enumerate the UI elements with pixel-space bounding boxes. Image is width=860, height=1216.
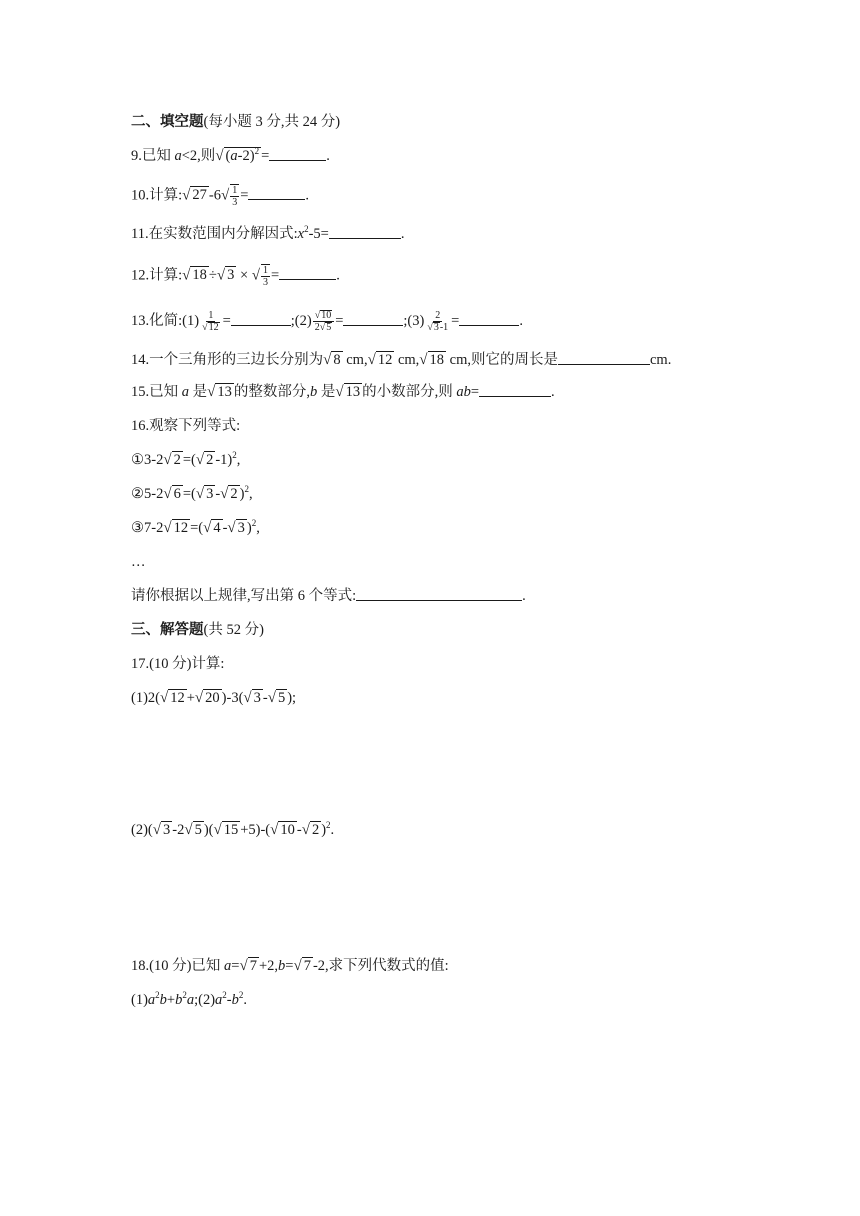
sqrt-sign: √ bbox=[243, 690, 252, 706]
q18-var-b3: b bbox=[231, 992, 239, 1008]
sqrt-sign: √ bbox=[160, 690, 169, 706]
q18-minus: - bbox=[226, 992, 232, 1008]
q13-equals-1: = bbox=[222, 312, 231, 329]
q16-equation-1 bbox=[131, 450, 240, 470]
q18-radicand-1: 7 bbox=[249, 958, 257, 974]
q14-text: 14.一个三角形的三边长分别为 bbox=[131, 352, 324, 368]
section-3-title: 三、解答题 bbox=[131, 622, 204, 638]
q12-text: 12.计算: bbox=[131, 267, 183, 284]
q17-p1-radicand-4: 5 bbox=[277, 690, 286, 706]
q17-p2-radicand-4: 10 bbox=[280, 822, 295, 838]
q13-f1-denominator: √12 bbox=[202, 322, 219, 333]
q16-e2-radicand-3: 2 bbox=[230, 486, 238, 502]
sqrt-sign: √ bbox=[267, 690, 276, 706]
q16-e3-end: , bbox=[256, 520, 260, 536]
q15-period: . bbox=[551, 384, 555, 400]
q16-ellipsis: … bbox=[131, 554, 146, 570]
sqrt-sign: √ bbox=[152, 822, 161, 838]
q18-exp-1: 2 bbox=[155, 990, 160, 1001]
question-15 bbox=[131, 382, 555, 402]
q13-f2-denominator: 2√5 bbox=[314, 322, 332, 333]
q18-radicand-2: 7 bbox=[303, 958, 311, 974]
q9-answer-blank[interactable] bbox=[269, 146, 326, 161]
q13-equals-3: = bbox=[451, 312, 460, 329]
q15-var-a: a bbox=[181, 384, 189, 400]
sqrt-sign: √ bbox=[182, 187, 191, 204]
q14-answer-blank[interactable] bbox=[558, 350, 650, 365]
q16-equation-3 bbox=[131, 518, 260, 538]
q16-e3-mid: =( bbox=[190, 520, 204, 536]
q17-p2-exponent: 2 bbox=[326, 820, 331, 831]
q16-e1-radicand-1: 2 bbox=[173, 452, 181, 468]
q14-unit-1: cm, bbox=[342, 352, 368, 368]
section-2-title: 二、填空题 bbox=[131, 114, 204, 130]
q17-p2-m3: +5)-( bbox=[240, 822, 271, 838]
q15-text-4: 是 bbox=[317, 384, 336, 400]
q14-radicand-2: 12 bbox=[377, 352, 393, 368]
q18-var-a2: a bbox=[186, 992, 195, 1008]
q18-exp-3: 2 bbox=[222, 990, 227, 1001]
question-18 bbox=[131, 956, 449, 976]
question-11 bbox=[131, 224, 404, 244]
q17-p1-lead: (1)2( bbox=[131, 690, 160, 706]
q18-parts bbox=[131, 990, 247, 1010]
q14-text-2: cm,则它的周长是 bbox=[446, 352, 558, 368]
sqrt-sign: √ bbox=[220, 187, 230, 204]
q9-text: 9.已知 bbox=[131, 148, 175, 164]
sqrt-sign: √ bbox=[203, 520, 212, 536]
q17-p1-end: ); bbox=[287, 690, 297, 706]
sqrt-sign: √ bbox=[195, 486, 205, 502]
q11-answer-blank[interactable] bbox=[329, 224, 401, 239]
q18-var-a3: a bbox=[215, 992, 223, 1008]
q18-text-2: +2, bbox=[258, 958, 279, 974]
q10-equals: = bbox=[240, 187, 249, 204]
q15-radicand-1: 13 bbox=[217, 384, 232, 400]
q18-l2-lead: (1) bbox=[131, 992, 148, 1008]
q12-equals: = bbox=[271, 267, 280, 284]
q13-part-3-label: ;(3) bbox=[403, 312, 425, 329]
q15-var-ab: ab bbox=[456, 384, 471, 400]
q9-period: . bbox=[326, 148, 330, 164]
q10-minus-6: -6 bbox=[208, 187, 221, 204]
q15-text: 15.已知 bbox=[131, 384, 182, 400]
q13-answer-blank-1[interactable] bbox=[231, 311, 291, 326]
q18-mid: ;(2) bbox=[194, 992, 216, 1008]
sqrt-sign: √ bbox=[323, 352, 332, 368]
q17-part-2 bbox=[131, 820, 334, 840]
q9-radicand-rest: -2) bbox=[237, 148, 255, 164]
question-17: 17.(10 分)计算: bbox=[131, 656, 225, 672]
q17-p1-radicand-2: 20 bbox=[205, 690, 220, 706]
q12-numerator: 1 bbox=[263, 265, 269, 276]
q14-radicand-3: 18 bbox=[429, 352, 445, 368]
q16-e3-rest: ) bbox=[246, 520, 252, 536]
q15-var-b: b bbox=[309, 384, 318, 400]
q16-period: . bbox=[522, 588, 526, 604]
sqrt-sign: √ bbox=[163, 452, 172, 468]
q12-times: × bbox=[236, 267, 252, 284]
sqrt-sign: √ bbox=[163, 520, 172, 536]
q9-var-a: a bbox=[174, 148, 182, 164]
q17-p1-plus: + bbox=[186, 690, 195, 706]
q9-radicand: $(a-2)^2$ bbox=[225, 146, 260, 164]
q13-f3-denominator: √3-1 bbox=[427, 322, 449, 333]
question-9 bbox=[131, 146, 330, 166]
q17-p1-minus: - bbox=[262, 690, 268, 706]
sqrt-sign: √ bbox=[419, 352, 428, 368]
q13-f1-numerator: 1 bbox=[208, 310, 214, 321]
q11-text: 11.在实数范围内分解因式: bbox=[131, 226, 298, 242]
q12-fraction bbox=[261, 264, 270, 288]
q18-period: . bbox=[243, 992, 248, 1008]
q18-var-b: b bbox=[278, 958, 286, 974]
q17-p2-radicand-3: 15 bbox=[223, 822, 239, 838]
sqrt-sign: √ bbox=[207, 384, 216, 400]
sqrt-sign: √ bbox=[213, 822, 222, 838]
q17-p1-radicand-3: 3 bbox=[253, 690, 261, 706]
sqrt-sign: √ bbox=[227, 520, 236, 536]
sqrt-sign: √ bbox=[163, 486, 172, 502]
q13-f3-den-rest: -1 bbox=[439, 322, 449, 333]
q14-unit-end: cm. bbox=[649, 352, 672, 368]
q17-p2-lead: (2)( bbox=[131, 822, 153, 838]
q15-answer-blank[interactable] bbox=[479, 382, 551, 397]
q12-answer-blank[interactable] bbox=[279, 265, 336, 280]
q13-fraction-3 bbox=[425, 310, 450, 333]
q9-equals: = bbox=[261, 148, 270, 164]
sqrt-sign: √ bbox=[270, 822, 279, 838]
question-10 bbox=[131, 184, 309, 208]
q15-equals: = bbox=[470, 384, 480, 400]
q16-e3-exponent: 2 bbox=[251, 518, 257, 529]
sqrt-sign: √ bbox=[367, 352, 376, 368]
q18-exp-2: 2 bbox=[182, 990, 187, 1001]
question-12 bbox=[131, 264, 340, 288]
question-16 bbox=[131, 416, 240, 436]
q17-p2-radicand-5: 2 bbox=[311, 822, 320, 838]
q16-e2-end: , bbox=[248, 486, 253, 502]
q16-e2-exponent: 2 bbox=[244, 484, 249, 495]
q9-radicand-a: a bbox=[230, 148, 238, 164]
q17-p2-m1: -2 bbox=[172, 822, 185, 838]
q13-period: . bbox=[519, 312, 523, 329]
q17-p1-radicand-1: 12 bbox=[170, 690, 185, 706]
q10-period: . bbox=[305, 187, 310, 204]
q18-var-b2: b bbox=[175, 992, 183, 1008]
sqrt-sign: √ bbox=[182, 267, 191, 284]
q10-denominator: 3 bbox=[232, 197, 238, 208]
q11-var-x: x bbox=[297, 226, 305, 242]
q16-text: 16.观察下列等式: bbox=[131, 418, 241, 434]
sqrt-sign: √ bbox=[220, 486, 229, 502]
q10-numerator: 1 bbox=[232, 185, 238, 196]
q9-text-2: <2,则 bbox=[181, 148, 216, 164]
q11-exponent: 2 bbox=[304, 224, 309, 235]
q16-e2-lead: ②5-2 bbox=[131, 486, 164, 502]
q18-var-a1: a bbox=[147, 992, 156, 1008]
q16-e3-radicand-1: 12 bbox=[173, 520, 189, 536]
sqrt-sign: √ bbox=[239, 958, 248, 974]
q15-text-2: 是 bbox=[189, 384, 208, 400]
q17-p2-m2: )( bbox=[203, 822, 214, 838]
q10-radicand: 27 bbox=[192, 187, 207, 204]
q18-text-3: -2,求下列代数式的值: bbox=[312, 958, 449, 974]
sqrt-sign: √ bbox=[251, 267, 261, 284]
question-13 bbox=[131, 310, 523, 333]
q18-equals-1: = bbox=[231, 958, 240, 974]
q9-exponent: 2 bbox=[254, 146, 260, 157]
q16-e3-radicand-2: 4 bbox=[213, 520, 221, 536]
q17-part-1 bbox=[131, 688, 296, 708]
sqrt-sign: √ bbox=[184, 822, 193, 838]
q16-e1-radicand-2: 2 bbox=[206, 452, 214, 468]
q13-part-2-label: ;(2) bbox=[290, 312, 312, 329]
q16-equation-2 bbox=[131, 484, 253, 504]
q16-e2-radicand-1: 6 bbox=[173, 486, 181, 502]
q15-radicand-2: 13 bbox=[345, 384, 361, 400]
q18-exp-4: 2 bbox=[238, 990, 244, 1001]
q16-e3-radicand-3: 3 bbox=[237, 520, 245, 536]
q18-equals-2: = bbox=[285, 958, 294, 974]
q16-e2-radicand-2: 3 bbox=[206, 486, 214, 502]
q16-e1-lead: ①3-2 bbox=[131, 452, 164, 468]
q16-e1-end: , bbox=[236, 452, 241, 468]
q10-text: 10.计算: bbox=[131, 187, 183, 204]
sqrt-sign: √ bbox=[216, 267, 226, 284]
section-2-note: (每小题 3 分,共 24 分) bbox=[203, 114, 341, 130]
q13-f1-radicand: 12 bbox=[208, 322, 219, 333]
q12-radicand-1: 18 bbox=[192, 267, 207, 284]
q13-f3-numerator: 2 bbox=[435, 310, 441, 321]
section-3-note: (共 52 分) bbox=[203, 622, 264, 638]
q13-text: 13.化简:(1) bbox=[131, 312, 200, 329]
q16-ask-text: 请你根据以上规律,写出第 6 个等式: bbox=[131, 588, 357, 604]
q13-answer-blank-3[interactable] bbox=[459, 311, 519, 326]
q16-e1-rest: -1) bbox=[215, 452, 233, 468]
q16-e3-minus: - bbox=[222, 520, 228, 536]
q16-e1-exponent: 2 bbox=[232, 450, 237, 461]
q16-answer-blank[interactable] bbox=[356, 586, 522, 601]
sqrt-sign: √ bbox=[195, 452, 205, 468]
q13-f2-radicand: 10 bbox=[321, 310, 332, 321]
q16-e1-mid: =( bbox=[182, 452, 196, 468]
q11-period: . bbox=[400, 226, 405, 242]
q11-text-2: -5= bbox=[308, 226, 329, 242]
q16-e3-lead: ③7-2 bbox=[131, 520, 164, 536]
q13-f3-radicand: 3 bbox=[433, 322, 439, 333]
sqrt-sign: √ bbox=[215, 148, 224, 164]
q16-e2-minus: - bbox=[215, 486, 221, 502]
q17-p2-period: . bbox=[330, 822, 335, 838]
q18-plus: + bbox=[166, 992, 176, 1008]
q13-f2-den-radicand: 5 bbox=[326, 322, 332, 333]
q16-e2-rest: ) bbox=[239, 486, 245, 502]
q18-text: 18.(10 分)已知 bbox=[131, 958, 225, 974]
q17-p2-radicand-2: 5 bbox=[194, 822, 202, 838]
q13-f2-numerator: √10 bbox=[313, 310, 335, 322]
q16-e2-mid: =( bbox=[182, 486, 196, 502]
q13-equals-2: = bbox=[335, 312, 344, 329]
q17-p2-m4: - bbox=[296, 822, 302, 838]
q16-ask bbox=[131, 586, 526, 606]
q10-fraction bbox=[230, 184, 239, 208]
q17-p2-end: ) bbox=[321, 822, 327, 838]
sqrt-sign: √ bbox=[301, 822, 310, 838]
q13-answer-blank-2[interactable] bbox=[343, 311, 403, 326]
q15-text-3: 的整数部分, bbox=[233, 384, 310, 400]
q15-text-5: 的小数部分,则 bbox=[362, 384, 457, 400]
q14-unit-2: cm, bbox=[394, 352, 420, 368]
sqrt-sign: √ bbox=[293, 958, 302, 974]
q17-p2-radicand-1: 3 bbox=[162, 822, 171, 838]
q10-answer-blank[interactable] bbox=[248, 185, 305, 200]
q12-radicand-2: 3 bbox=[227, 267, 235, 284]
sqrt-sign: √ bbox=[335, 384, 344, 400]
section-3-heading bbox=[131, 620, 264, 640]
sqrt-sign: √ bbox=[194, 690, 204, 706]
q17-p1-mid: )-3( bbox=[221, 690, 244, 706]
q12-period: . bbox=[336, 267, 340, 284]
question-14 bbox=[131, 350, 671, 370]
q12-denominator: 3 bbox=[263, 277, 269, 288]
q13-fraction-1 bbox=[200, 310, 222, 333]
q18-var-a: a bbox=[224, 958, 232, 974]
q18-var-b1: b bbox=[159, 992, 167, 1008]
q12-divide: ÷ bbox=[208, 267, 217, 284]
q14-radicand-1: 8 bbox=[333, 352, 341, 368]
section-2-heading bbox=[131, 112, 340, 132]
q13-fraction-2 bbox=[313, 310, 335, 333]
q13-f2-coef: 2 bbox=[314, 322, 320, 333]
